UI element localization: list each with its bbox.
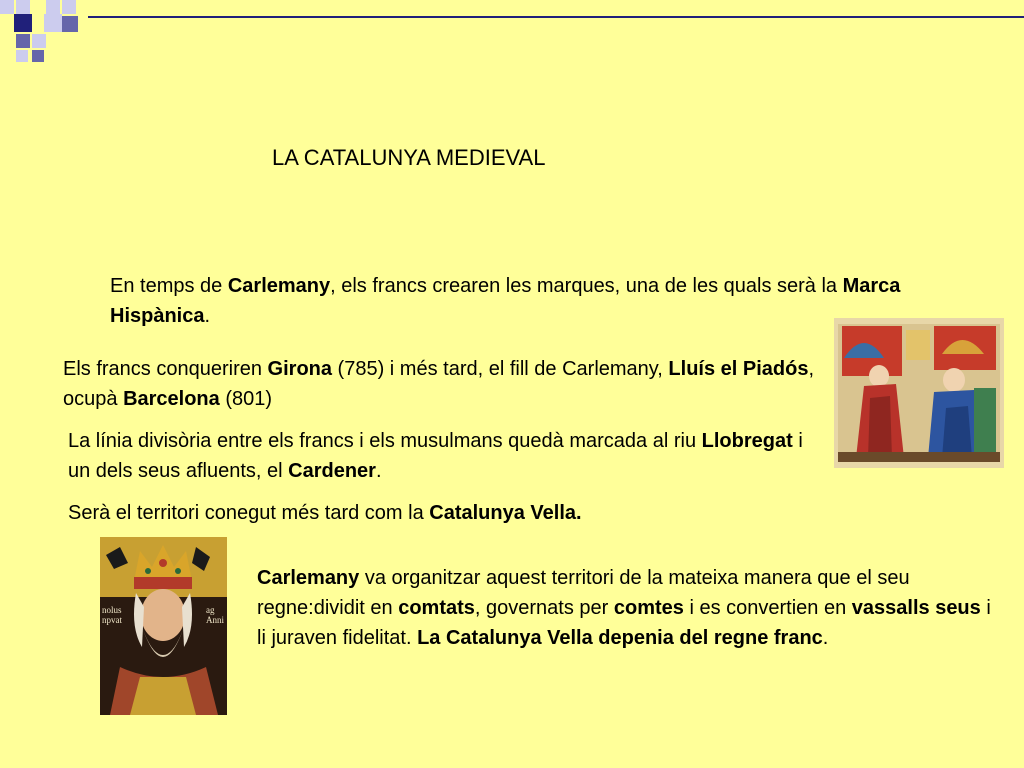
deco-square-3 — [46, 0, 60, 14]
paragraph-border: La línia divisòria entre els francs i els musulmans quedà marcada al riu Llobregat i un dels seus afluents, el Cardener. — [68, 430, 803, 482]
deco-square-7 — [62, 16, 78, 32]
slide-title: LA CATALUNYA MEDIEVAL — [272, 145, 546, 170]
deco-square-4 — [62, 0, 76, 14]
deco-square-5 — [14, 14, 32, 32]
header-rule — [88, 16, 1024, 18]
paragraph-marca-hispanica: En temps de Carlemany, els francs crearen les marques, una de les quals serà la Marca Hispànica. — [110, 275, 901, 327]
portrait-left-inscription: nolus npvat — [102, 605, 122, 625]
charlemagne-portrait-image — [100, 537, 227, 715]
deco-square-6 — [44, 14, 62, 32]
portrait-right-inscription: ag Anni — [206, 605, 224, 625]
deco-square-9 — [32, 34, 46, 48]
deco-square-11 — [32, 50, 44, 62]
deco-square-8 — [16, 34, 30, 48]
deco-square-2 — [16, 0, 30, 14]
deco-square-1 — [0, 0, 14, 14]
medieval-miniature-image — [834, 318, 1004, 468]
paragraph-catalunya-vella: Serà el territori conegut més tard com la Catalunya Vella. — [68, 502, 582, 524]
paragraph-organization: Carlemany va organitzar aquest territori de la mateixa manera que el seu regne:dividit en comtats, governats per comtes i es convertien en vassalls seus i li juraven fidelitat. La Catalunya Vella depenia del regne franc. — [257, 567, 991, 649]
deco-square-10 — [16, 50, 28, 62]
paragraph-conquests: Els francs conqueriren Girona (785) i més tard, el fill de Carlemany, Lluís el Piadós, ocupà Barcelona (801) — [63, 358, 815, 410]
